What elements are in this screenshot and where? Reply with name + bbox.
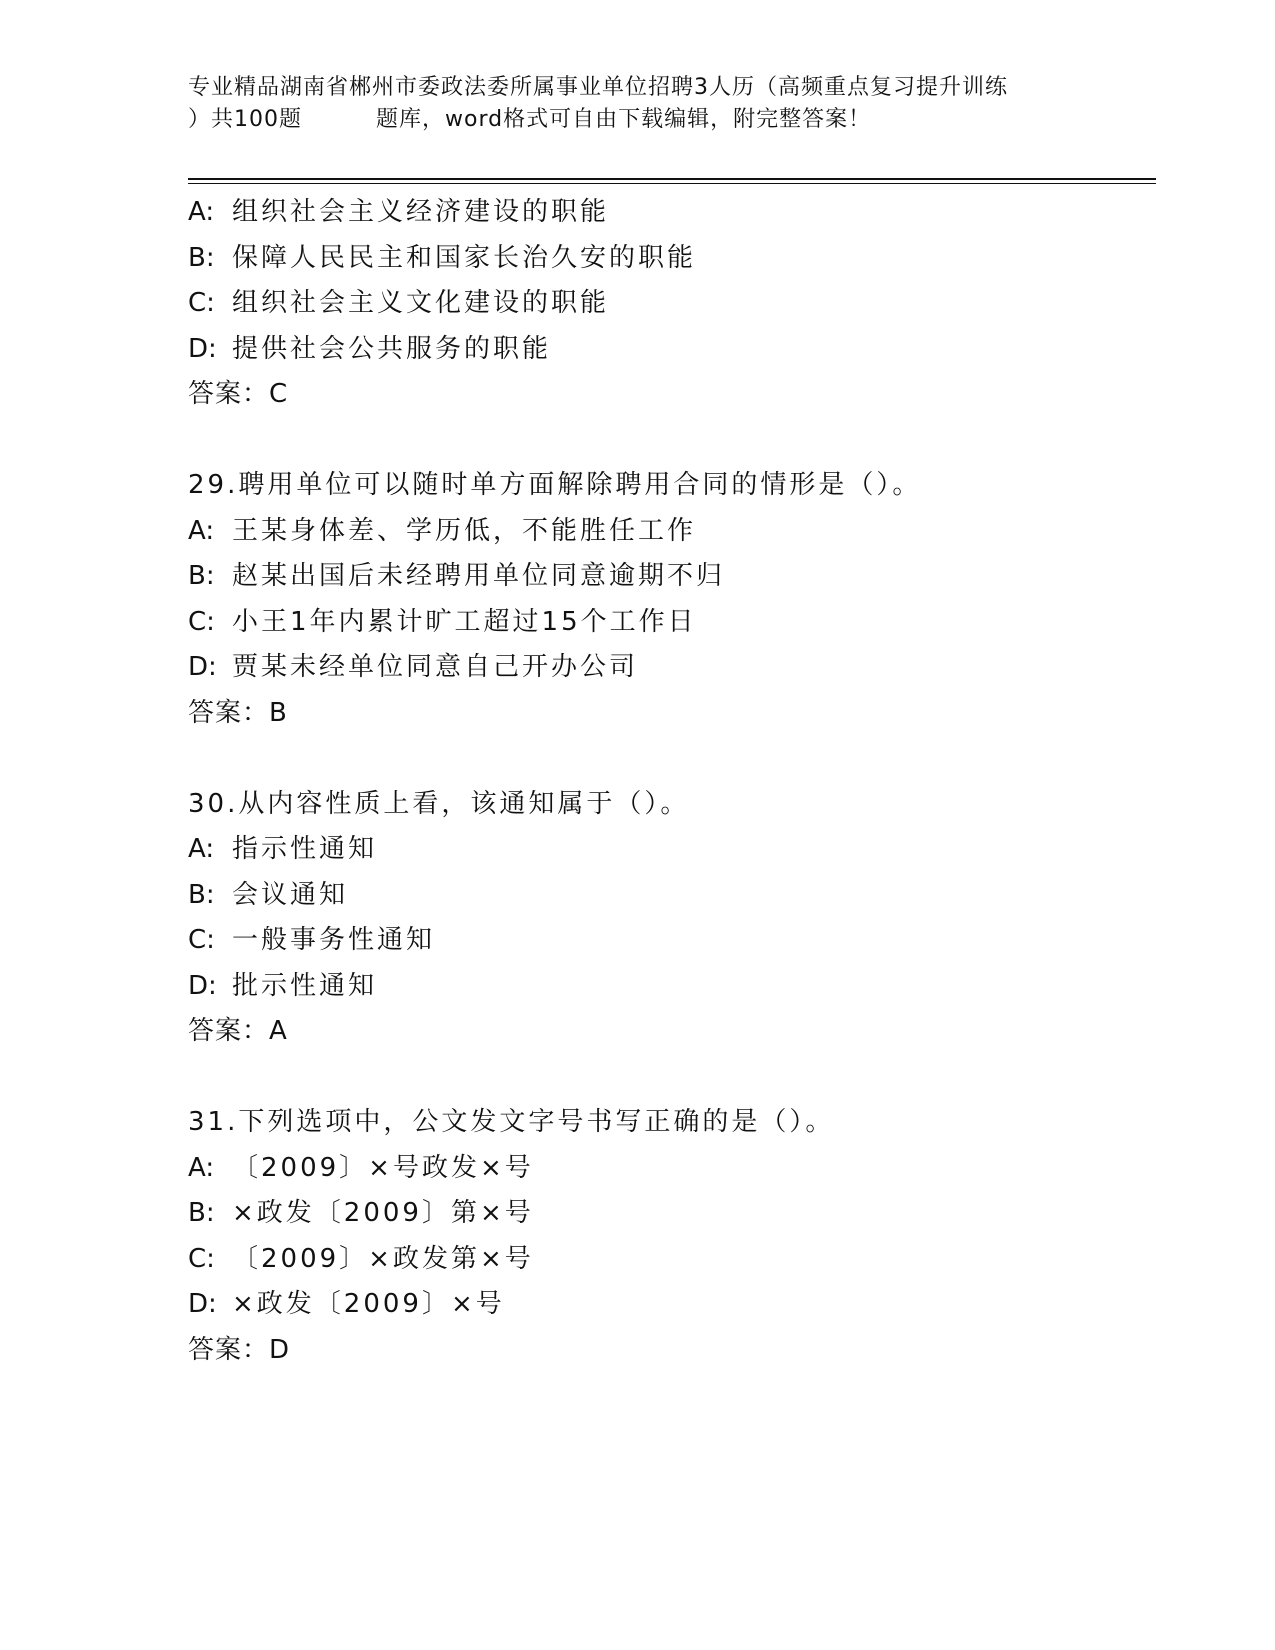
option-text: ×政发〔2009〕×号 <box>232 1289 505 1319</box>
question-block-30 <box>188 782 1148 1055</box>
option-text: 赵某出国后未经聘用单位同意逾期不归 <box>232 561 726 591</box>
option-letter: A: <box>188 197 215 227</box>
option-letter: A: <box>188 1152 215 1183</box>
option-letter: C: <box>188 925 215 955</box>
question-list <box>188 190 1148 1373</box>
question-block-31 <box>188 1100 1148 1373</box>
answer-line: 答案：C <box>188 379 289 409</box>
option-c <box>188 600 1148 646</box>
option-d <box>188 645 1148 691</box>
document-header <box>188 72 1108 136</box>
option-letter: D: <box>188 1289 217 1319</box>
header-title-line1: 专业精品湖南省郴州市委政法委所属事业单位招聘3人历（高频重点复习提升训练 <box>188 75 1008 100</box>
option-a <box>188 1146 1148 1192</box>
option-d <box>188 1282 1148 1328</box>
option-text: 提供社会公共服务的职能 <box>232 333 552 364</box>
option-letter: C: <box>188 606 215 637</box>
header-divider-thin <box>188 183 1156 184</box>
option-text: ×政发〔2009〕第×号 <box>232 1198 534 1228</box>
question-stem: 31.下列选项中，公文发文字号书写正确的是（）。 <box>188 1107 835 1137</box>
option-text: 组织社会主义文化建设的职能 <box>232 288 610 318</box>
option-letter: A: <box>188 834 215 864</box>
question-stem: 30.从内容性质上看，该通知属于（）。 <box>188 788 690 819</box>
option-c <box>188 281 1148 327</box>
option-c <box>188 1237 1148 1283</box>
option-text: 〔2009〕×政发第×号 <box>232 1243 534 1274</box>
option-text: 会议通知 <box>232 879 349 910</box>
option-text: 〔2009〕×号政发×号 <box>232 1152 534 1183</box>
header-divider-thick <box>188 178 1156 180</box>
option-letter: C: <box>188 1243 215 1274</box>
option-a <box>188 190 1148 236</box>
option-letter: C: <box>188 288 215 318</box>
answer-line: 答案：A <box>188 1016 288 1046</box>
option-letter: B: <box>188 561 215 591</box>
option-c <box>188 918 1148 964</box>
answer-line: 答案：D <box>188 1334 291 1365</box>
option-b <box>188 873 1148 919</box>
option-a <box>188 827 1148 873</box>
option-letter: D: <box>188 652 217 682</box>
option-d <box>188 964 1148 1010</box>
question-block-continued <box>188 190 1148 418</box>
header-description: 题库，word格式可自由下载编辑，附完整答案！ <box>376 107 872 132</box>
option-b <box>188 236 1148 282</box>
option-text: 指示性通知 <box>232 834 378 864</box>
option-a <box>188 509 1148 555</box>
option-letter: B: <box>188 879 215 910</box>
question-stem: 29.聘用单位可以随时单方面解除聘用合同的情形是（）。 <box>188 470 922 500</box>
option-text: 小王1年内累计旷工超过15个工作日 <box>232 606 697 637</box>
option-text: 批示性通知 <box>232 970 378 1001</box>
option-text: 贾某未经单位同意自己开办公司 <box>232 652 639 682</box>
option-text: 一般事务性通知 <box>232 925 436 955</box>
option-letter: D: <box>188 970 217 1001</box>
option-b <box>188 554 1148 600</box>
option-letter: B: <box>188 1198 215 1228</box>
answer-line: 答案：B <box>188 697 288 728</box>
option-text: 王某身体差、学历低，不能胜任工作 <box>232 515 697 546</box>
option-letter: A: <box>188 515 215 546</box>
question-block-29 <box>188 463 1148 736</box>
option-letter: D: <box>188 333 217 364</box>
header-title-line2 <box>188 104 1108 136</box>
header-count: ）共100题 <box>188 107 302 132</box>
option-b <box>188 1191 1148 1237</box>
option-text: 组织社会主义经济建设的职能 <box>232 197 610 227</box>
option-text: 保障人民民主和国家长治久安的职能 <box>232 242 697 273</box>
option-letter: B: <box>188 242 215 273</box>
option-d <box>188 327 1148 373</box>
